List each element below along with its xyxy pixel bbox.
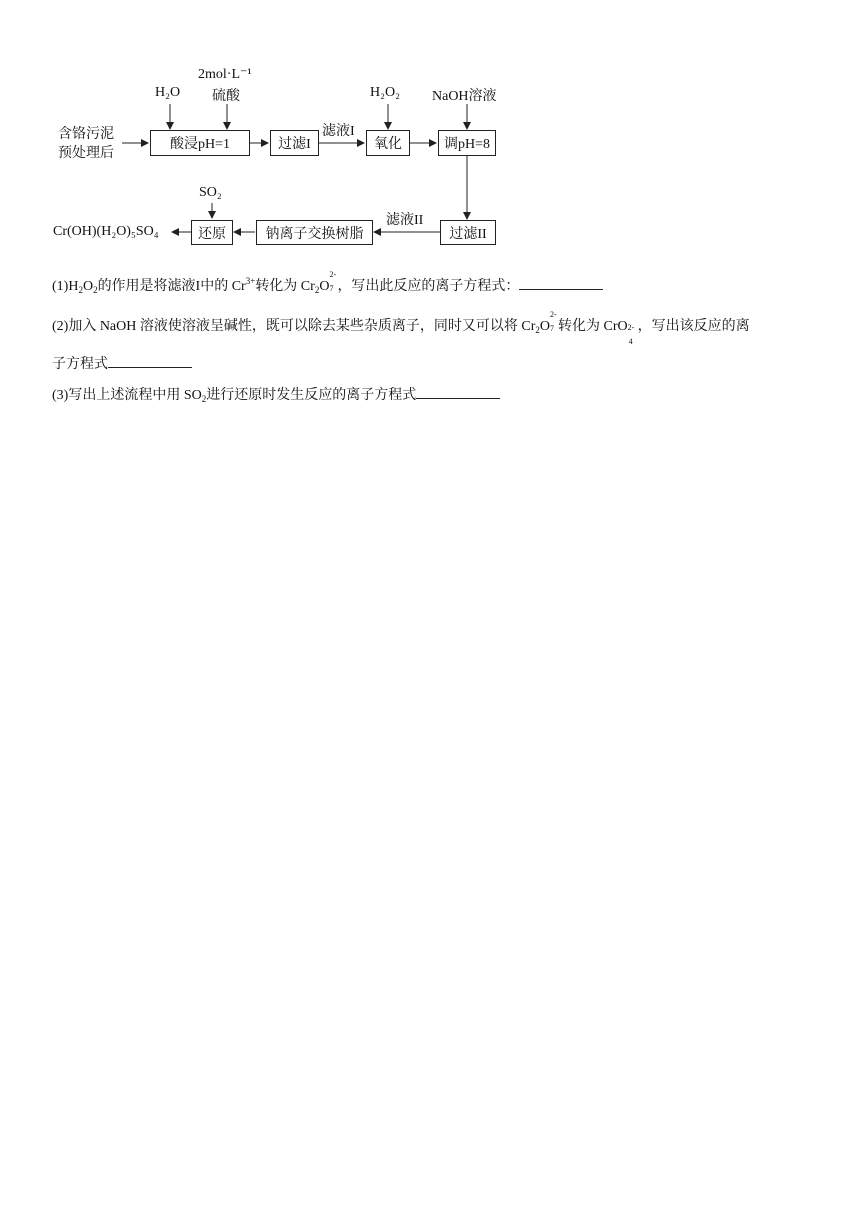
q3-text-b: 进行还原时发生反应的离子方程式 bbox=[206, 388, 417, 403]
step-filter-2: 过滤II bbox=[440, 220, 496, 245]
q2-dichromate-o bbox=[539, 310, 557, 337]
step-oxidize: 氧化 bbox=[366, 130, 410, 156]
q1-ion-sub7: 7 bbox=[329, 284, 334, 293]
step-acid-leach: 酸浸pH=1 bbox=[150, 130, 250, 156]
q2-text-b: O bbox=[539, 319, 550, 334]
q2-sub-2: 2 bbox=[535, 325, 540, 335]
q1-answer-blank[interactable] bbox=[519, 277, 603, 290]
q1-sub-2b: 2 bbox=[93, 285, 98, 295]
reagent-naoh: NaOH溶液 bbox=[432, 89, 497, 104]
q1-ion-charge: 2- bbox=[329, 270, 337, 279]
q2-text-line2: 子方程式 bbox=[52, 357, 108, 372]
step-filter-1: 过滤I bbox=[270, 130, 319, 156]
reagent-so2: SO₂ bbox=[199, 185, 222, 200]
q1-text-a: (1)H bbox=[52, 279, 79, 294]
q2-ion-charge-b: 2- bbox=[627, 323, 635, 332]
step-reduce: 还原 bbox=[191, 220, 233, 245]
q2-ion-charge-a: 2- bbox=[550, 310, 557, 319]
q2-ion-sub4: 4 bbox=[628, 337, 633, 346]
product-label: Cr(OH)(H₂O)₅SO₄ bbox=[53, 224, 159, 239]
q2-text-a: (2)加入 NaOH 溶液使溶液呈碱性，既可以除去某些杂质离子，同时又可以将 Cr bbox=[52, 319, 536, 334]
question-3 bbox=[52, 386, 500, 409]
filtrate-2-label: 滤液II bbox=[386, 213, 424, 228]
q2-answer-blank[interactable] bbox=[108, 355, 192, 368]
reagent-water: H₂O bbox=[155, 85, 181, 100]
q3-text-a: (3)写出上述流程中用 SO bbox=[52, 388, 202, 403]
flowchart-arrows bbox=[0, 0, 860, 260]
q2-text-d: ，写出该反应的离 bbox=[637, 319, 750, 334]
q1-text-f: ，写出此反应的离子方程式： bbox=[337, 279, 520, 294]
filtrate-1-label: 滤液I bbox=[322, 124, 355, 139]
q1-text-b: O bbox=[82, 279, 94, 294]
question-2-line2 bbox=[52, 355, 192, 375]
q3-sub-2: 2 bbox=[201, 394, 207, 404]
reagent-acid-concentration: 2mol·L⁻¹ bbox=[198, 67, 252, 82]
q1-sup-3plus: 3+ bbox=[245, 276, 256, 286]
question-2-line1 bbox=[52, 310, 750, 346]
q2-text-c: 转化为 CrO bbox=[558, 319, 628, 334]
q1-text-e: O bbox=[319, 279, 330, 294]
step-adjust-ph: 调pH=8 bbox=[438, 130, 496, 156]
input-label-line2: 预处理后 bbox=[58, 146, 114, 161]
q1-text-d: 转化为 Cr bbox=[255, 279, 315, 294]
q2-ion-sub7: 7 bbox=[550, 324, 554, 333]
q1-dichromate-o bbox=[319, 270, 337, 297]
reagent-h2o2: H₂O₂ bbox=[370, 85, 400, 100]
q1-sub-2c: 2 bbox=[314, 285, 320, 295]
question-1 bbox=[52, 271, 603, 300]
reagent-acid: 硫酸 bbox=[212, 89, 240, 104]
q1-sub-2a: 2 bbox=[78, 285, 83, 295]
input-label-line1: 含铬污泥 bbox=[58, 127, 114, 142]
step-ion-exchange: 钠离子交换树脂 bbox=[256, 220, 373, 245]
q1-text-c: 的作用是将滤液I中的 Cr bbox=[97, 279, 246, 294]
q3-answer-blank[interactable] bbox=[416, 386, 500, 399]
